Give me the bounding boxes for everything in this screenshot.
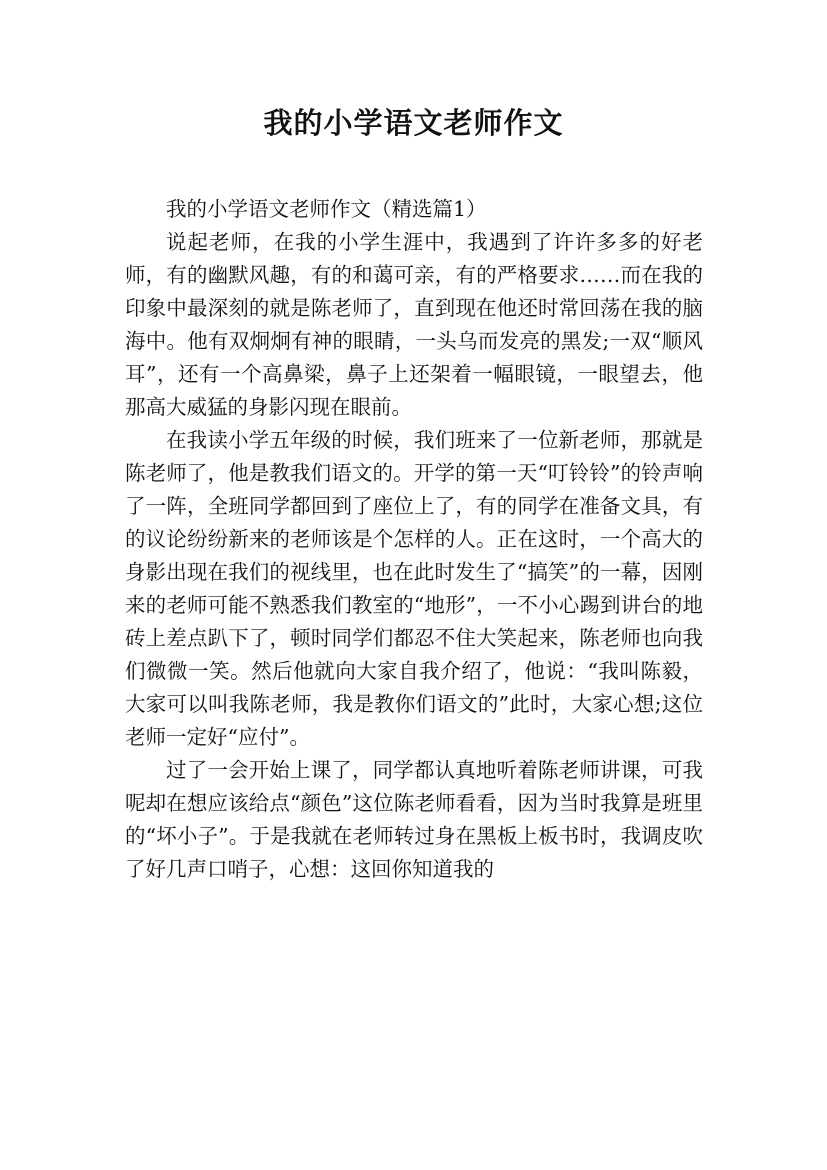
document-body (125, 193, 703, 886)
paragraph-1: 说起老师，在我的小学生涯中，我遇到了许许多多的好老师，有的幽默风趣，有的和蔼可亲，有的严格要求……而在我的印象中最深刻的就是陈老师了，直到现在他还时常回荡在我的脑海中。他有双炯炯有神的眼睛，一头乌而发亮的黑发;一双“顺风耳”，还有一个高鼻梁，鼻子上还架着一幅眼镜，一眼望去，他那高大威猛的身影闪现在眼前。 (125, 230, 703, 419)
paragraph-3: 过了一会开始上课了，同学都认真地听着陈老师讲课，可我呢却在想应该给点“颜色”这位陈老师看看，因为当时我算是班里的“坏小子”。于是我就在老师转过身在黑板上板书时，我调皮吹了好几声口哨子，心想：这回你知道我的 (125, 758, 703, 881)
document-title: 我的小学语文老师作文 (263, 106, 564, 140)
section-subtitle: 我的小学语文老师作文（精选篇1） (166, 197, 487, 221)
paragraph-2: 在我读小学五年级的时候，我们班来了一位新老师，那就是陈老师了，他是教我们语文的。开学的第一天“叮铃铃”的铃声响了一阵，全班同学都回到了座位上了，有的同学在准备文具，有的议论纷纷新来的老师该是个怎样的人。正在这时，一个高大的身影出现在我们的视线里，也在此时发生了“搞笑”的一幕，因刚来的老师可能不熟悉我们教室的“地形”，一不小心踢到讲台的地砖上差点趴下了，顿时同学们都忍不住大笑起来，陈老师也向我们微微一笑。然后他就向大家自我介绍了，他说：“我叫陈毅，大家可以叫我陈老师，我是教你们语文的”此时，大家心想;这位老师一定好“应付”。 (125, 428, 703, 749)
